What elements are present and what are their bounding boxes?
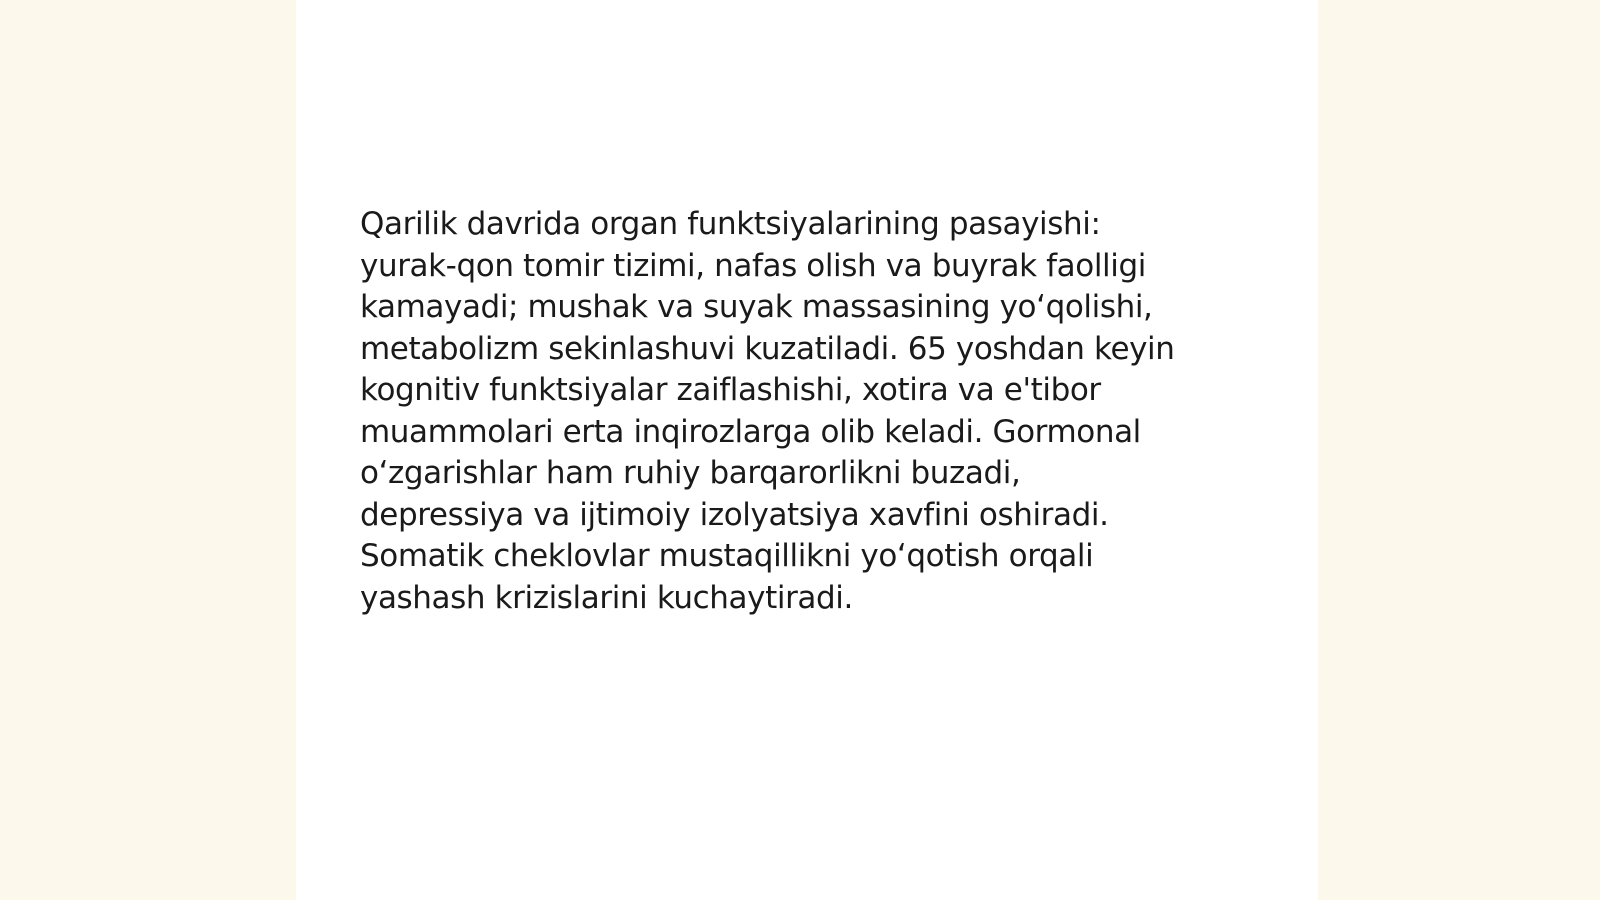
body-text-line: kamayadi; mushak va suyak massasining yo‘qolishi,: [360, 289, 1153, 325]
body-text-line: Qarilik davrida organ funktsiyalarining pasayishi:: [360, 206, 1101, 242]
body-text-line: Somatik cheklovlar mustaqillikni yo‘qotish orqali: [360, 538, 1094, 574]
slide-body-text: [360, 204, 1260, 619]
body-text-line: yashash krizislarini kuchaytiradi.: [360, 579, 853, 616]
body-text-line: kognitiv funktsiyalar zaiflashishi, xotira va e'tibor: [360, 372, 1101, 408]
slide: [296, 0, 1318, 900]
body-text-line: yurak-qon tomir tizimi, nafas olish va buyrak faolligi: [360, 247, 1146, 284]
body-text-line: depressiya va ijtimoiy izolyatsiya xavfini oshiradi.: [360, 496, 1109, 533]
body-text-line: metabolizm sekinlashuvi kuzatiladi. 65 yoshdan keyin: [360, 330, 1175, 367]
body-text-line: muammolari erta inqirozlarga olib keladi. Gormonal: [360, 413, 1141, 450]
body-text-line: o‘zgarishlar ham ruhiy barqarorlikni buzadi,: [360, 455, 1021, 491]
